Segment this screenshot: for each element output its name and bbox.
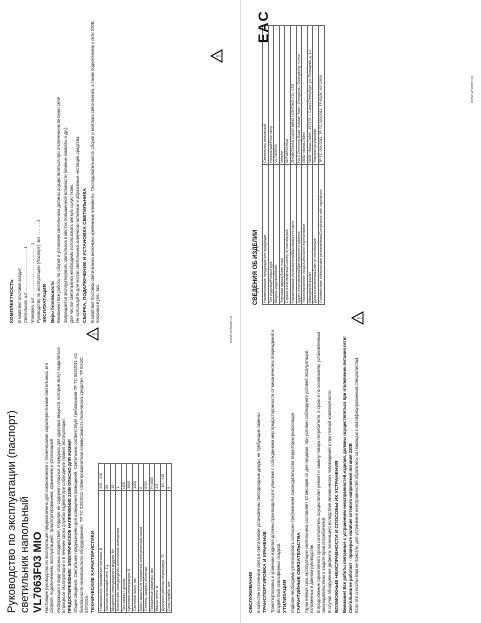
faults-help: Если эти способы Вам не помогли, для устранения неисправностей обратитесь за помощью к квалифицированным специалистам. bbox=[354, 356, 360, 613]
info-text: Информация о виде опасных воздействий. Изделие не содержит опасных и вредных для здоровья веществ, которые могут выделяться в процессе эксплуатации и в течение срока службы изделия при соблюдении правил эксплуатации. bbox=[55, 347, 66, 613]
info-label: Наименование продукции/тип продукции bbox=[263, 164, 269, 304]
safety-text: Внимание! Все работы по сборке и установке светильника должны осуществляться при отключенном питании сети! bbox=[56, 96, 62, 323]
spec-row bbox=[116, 464, 122, 613]
info-label: Торговая марка/Trade mark bbox=[279, 164, 285, 304]
model-number: VL7063F03 MIO bbox=[32, 531, 44, 613]
spec-value: IP20 bbox=[144, 464, 150, 491]
intro-text: Настоящее руководство по эксплуатации предназначено для ознакомления с техническими характеристиками светильника, его сборкой, подключением, эксплуатацией, транспортированием, хранением и утилизацией. bbox=[44, 362, 55, 613]
info-label: Соответствие техническим регламентам/Compliance with regulations bbox=[318, 164, 324, 304]
spec-value: Н 1600 bbox=[149, 464, 155, 491]
spec-value: 1 bbox=[116, 464, 122, 491]
spec-label: Тип лампы / цоколь bbox=[121, 490, 127, 612]
info-value: Velante bbox=[279, 26, 285, 165]
svg-text:!: ! bbox=[357, 317, 364, 319]
warranty-heading: ГАРАНТИЙНЫЕ ОБЯЗАТЕЛЬСТВА bbox=[297, 532, 303, 613]
spec-value: II bbox=[138, 464, 144, 491]
warranty-bullet: Гарантийный срок эксплуатации светильника составляет 12 месяцев со дня продажи, при условии соблюдения условий эксплуатации, изложенных в данном руководстве. bbox=[304, 349, 315, 613]
spec-label: Мощность светодиодного модуля, Вт bbox=[110, 490, 116, 612]
safety-subheading: Меры безопасности bbox=[50, 281, 56, 323]
spec-label: Световой поток, лм bbox=[132, 490, 138, 612]
faults-heading: ВОЗМОЖНЫЕ НЕИСПРАВНОСТИ И СПОСОБЫ ИХ УСТРАНЕНИЯ bbox=[334, 460, 340, 613]
info-label: Тип изделия/Product type bbox=[268, 164, 274, 304]
spec-table bbox=[98, 463, 172, 613]
voltage-warning: ПРЕДОСТЕРЕЖЕНИЕ: ЭЛЕКТРИЧЕСКОЕ НАПРЯЖЕНИЕ 220В ОПАСНО ДЛЯ ЖИЗНИ! bbox=[67, 439, 73, 613]
info-value: VL7063F03 bbox=[274, 26, 280, 165]
scope-text: Общие сведения. Светильник предназначен для освещения помещений. Светильник соответствует требованиям ТР ТС 004/2011 «О безопасности низковольтного оборудования», ТР ТС 020/2011 «Электромагнитная совместимость технических средств», ТР ЕАЭС 037/2016. bbox=[73, 353, 90, 613]
safety-bullet: Не используйте для чистки светильника химически активные и абразивные чистящие средства. bbox=[75, 135, 81, 323]
info-value: ZHONGSHAN LIANG MING LIGHTING CO., LTD bbox=[290, 26, 296, 165]
faults-check: Светильник не работает - проверьте наличие сетевого напряжения питания 220В bbox=[347, 443, 353, 613]
kit-item: Светильник, шт ………………………… 1 bbox=[23, 246, 29, 323]
spec-label: Номинальное напряжение питания, В bbox=[99, 490, 105, 612]
info-value: Светильник напольный bbox=[263, 26, 269, 165]
spec-value: 3,5 bbox=[155, 464, 161, 491]
transport-text: Транспортировка и хранение изделия должны производиться в упаковке с соблюдением мер предосторожности от механических повреждений и воздействия атмосферных осадков. bbox=[270, 329, 281, 613]
spec-heading: ТЕХНИЧЕСКИЕ ХАРАКТЕРИСТИКИ bbox=[91, 530, 97, 613]
service-text: В качестве источников света в светильнике установлены светодиодные диоды, не требующие замены. bbox=[256, 412, 261, 613]
mount-heading: СБОРКА, ПОДКЛЮЧЕНИЕ И УСТАНОВКА СВЕТИЛЬНИКА bbox=[82, 188, 88, 323]
transport-heading: ТРАНСПОРТИРОВКА И ХРАНЕНИЕ bbox=[263, 531, 269, 613]
info-label: Дата изготовления/Date of manufacture bbox=[313, 164, 319, 304]
service-heading: ОБСЛУЖИВАНИЕ bbox=[249, 571, 254, 613]
product-info-heading: СВЕДЕНИЯ ОБ ИЗДЕЛИИ bbox=[253, 229, 259, 305]
product-type: светильник напольный bbox=[19, 496, 31, 613]
warranty-bullet: В случае обнаружения дефекта, возникшего вследствие механических повреждений и при полной комплектности. bbox=[327, 389, 333, 613]
warning-triangle-icon bbox=[351, 311, 364, 325]
spec-value: 50 bbox=[104, 464, 110, 491]
exploitation-heading: ЭКСПЛУАТАЦИЯ bbox=[43, 284, 49, 323]
warranty-bullet: В продолжение гарантийного срока изготовитель осуществляет ремонт и замену товара потребителя, в сроки и по основаниям, установленным законодательством о защите прав потребителей. bbox=[315, 331, 327, 613]
spec-value: 5 bbox=[166, 464, 172, 491]
spec-value: LED bbox=[121, 464, 127, 491]
info-label: Модель изделия/Model bbox=[274, 164, 280, 304]
spec-row bbox=[138, 464, 144, 613]
info-label: Импортер/Importer bbox=[307, 164, 313, 304]
spec-value: 3000 bbox=[127, 464, 133, 491]
site-url: www.velante.ru bbox=[228, 315, 233, 343]
kit-heading: КОМПЛЕКТНОСТЬ bbox=[10, 279, 15, 323]
faults-text: Внимание! Все работы связанные с устранением неисправностей изделия, должны осуществляться при отключении питания сети! bbox=[341, 336, 347, 613]
spec-label: Степень защиты оболочки bbox=[144, 490, 150, 612]
info-label: Адрес изготовителя/Manufacturer's address bbox=[296, 164, 302, 304]
kit-item: Руководство по эксплуатации (Паспорт), экз ……… 1 bbox=[35, 219, 41, 323]
utilization-text: Изделие необходимо утилизировать согласно требованиям законодательства территории реализации. bbox=[289, 411, 295, 613]
svg-text:!: ! bbox=[92, 333, 99, 335]
safety-bullet: Запрещается эксплуатировать светильник в местах повышенной влажности (ванные комнаты и др.). bbox=[62, 126, 68, 323]
info-value: ООО «Велл-Лайт» bbox=[302, 26, 308, 165]
info-value: ТР ТС 004/2011, ТР ТС 020/2011, ТР ЕАЭС 037/2016 bbox=[318, 26, 324, 165]
svg-text:!: ! bbox=[216, 55, 223, 57]
spec-value: 15 bbox=[110, 464, 116, 491]
info-value: ООО «Велл-Лайт», 197375, г. Санкт-Петербург, ул. Репищева, д. 14 bbox=[307, 26, 313, 165]
info-label: Уполномоченное лицо/Authorized representative bbox=[302, 164, 308, 304]
kit-item: Упаковка, шт ……………………………… 1 bbox=[29, 242, 35, 323]
spec-label: Частота питающей сети, Гц bbox=[104, 490, 110, 612]
spec-value: 220 – 240 bbox=[99, 464, 105, 491]
info-value: Указана на упаковке bbox=[313, 26, 319, 165]
spec-row bbox=[166, 464, 172, 613]
info-label: Страна изготовления/Country of manufacture bbox=[285, 164, 291, 304]
info-value: No.3 Zhenxing Road, Xiaolan Town, Zhongshan, Guangdong, China bbox=[296, 26, 302, 165]
spec-label: Цветовая температура, К bbox=[127, 490, 133, 612]
spec-label: Срок службы, лет bbox=[166, 490, 172, 612]
kit-intro: В комплект поставки входит: bbox=[17, 267, 22, 323]
info-row bbox=[318, 26, 324, 305]
spec-label: Класс защиты от поражения электрическим током bbox=[138, 490, 144, 612]
right-page bbox=[241, 0, 481, 623]
info-value: Напольный/Floor lamp bbox=[268, 26, 274, 165]
spec-label: Масса нетто, кг bbox=[155, 490, 161, 612]
spec-label: Диапазон рабочих температур, °С bbox=[160, 490, 166, 612]
info-value: КИТАЙ/CHINA bbox=[285, 26, 291, 165]
spec-label: Габаритные размеры, мм bbox=[149, 490, 155, 612]
spec-value: -10…+40 bbox=[160, 464, 166, 491]
safety-bullet: Для чистки светильника необходимо использовать мягкую сухую ткань. bbox=[69, 183, 75, 323]
warning-triangle-icon bbox=[210, 49, 223, 63]
site-url: www.velante.ru bbox=[469, 75, 474, 103]
spec-value: 1200 bbox=[132, 464, 138, 491]
utilization-heading: УТИЛИЗАЦИЯ bbox=[282, 579, 288, 613]
left-page bbox=[0, 0, 240, 623]
info-label: Наименование изготовителя/Manufacturer's name bbox=[290, 164, 296, 304]
warning-triangle-icon bbox=[86, 327, 99, 341]
manual-title: Руководство по эксплуатации (паспорт) bbox=[6, 410, 18, 613]
spec-label: Количество светодиодных источников освещения bbox=[116, 490, 122, 612]
mount-text: В комплект поставки светильника включены крепежные элементы. Последовательность сборки и монтажа светильника, а также подключение к сети 220В, показана в рис. №1. bbox=[89, 20, 100, 323]
product-info-table bbox=[262, 25, 325, 305]
eac-mark: EAC bbox=[255, 10, 271, 43]
